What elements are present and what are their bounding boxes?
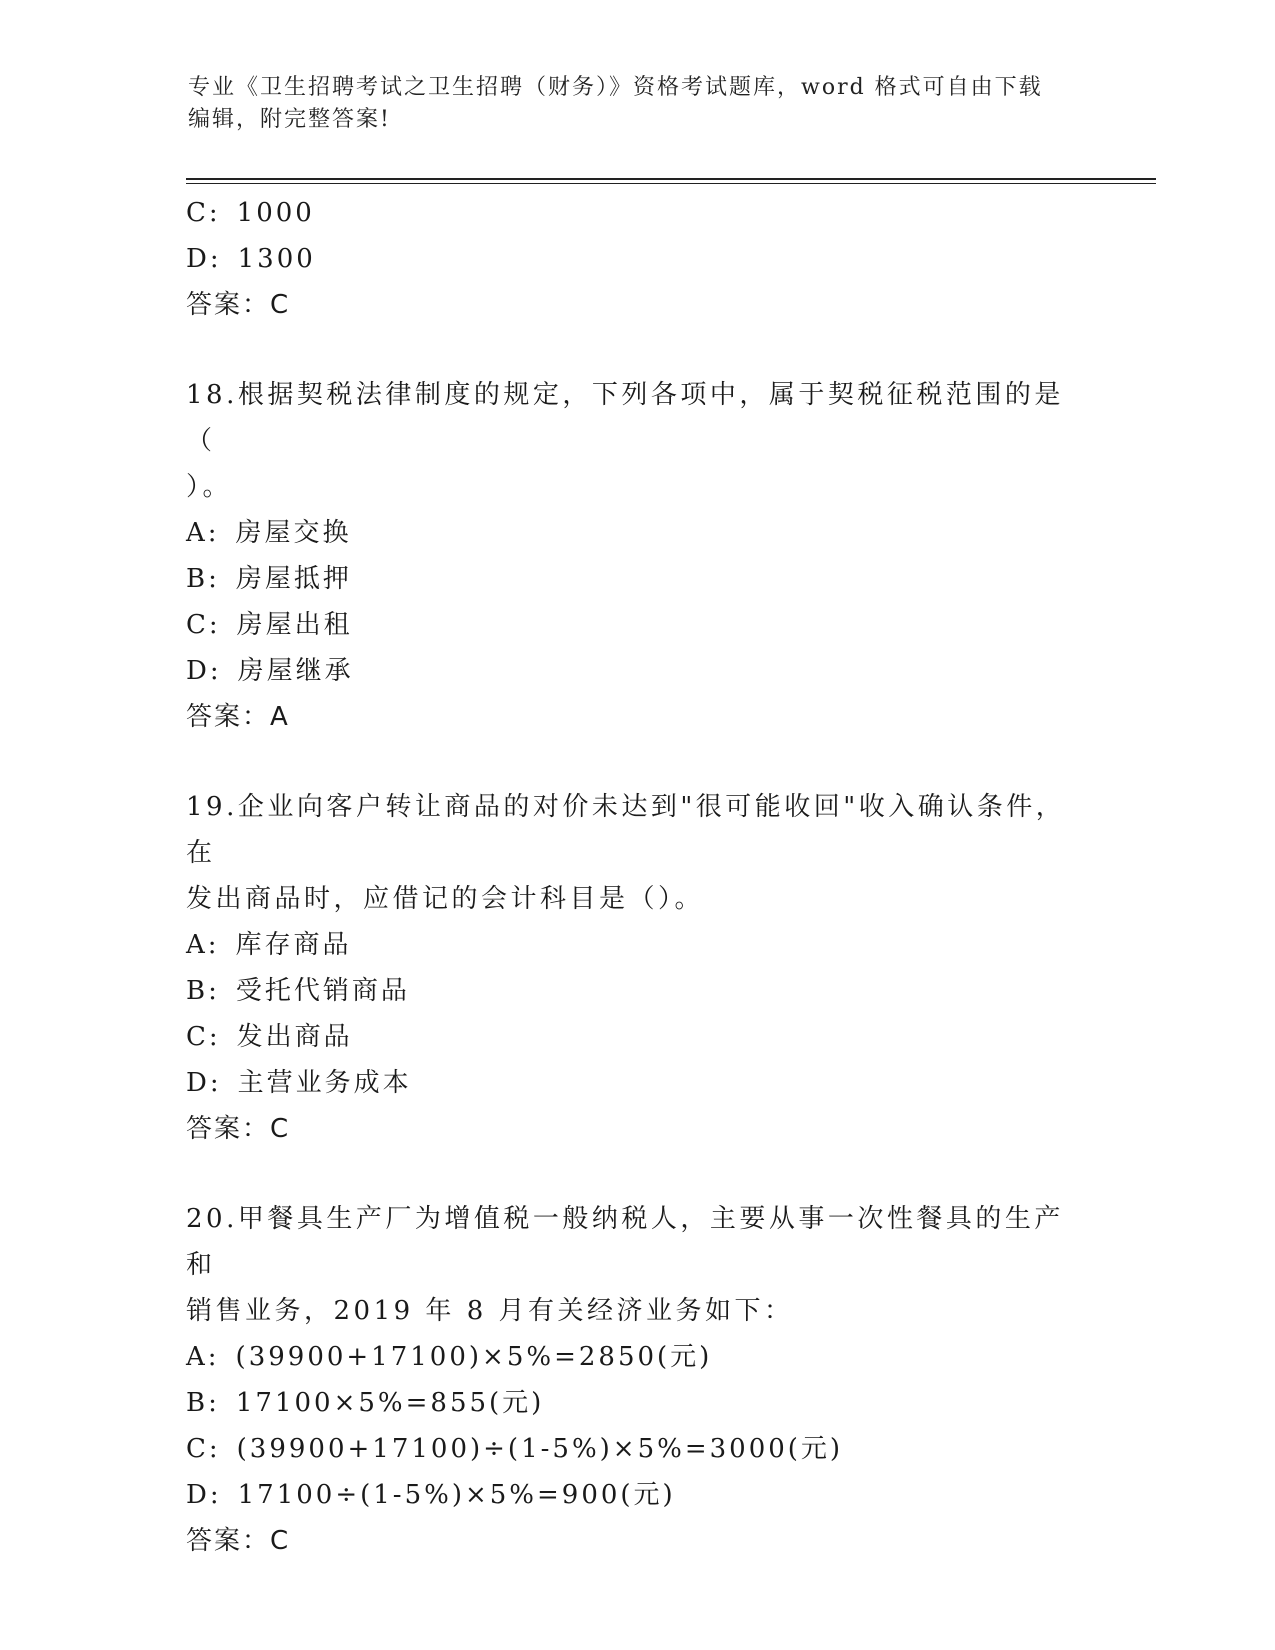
question-19-text-line-2: 发出商品时，应借记的会计科目是（）。	[186, 884, 705, 914]
answer-18: 答案：A	[186, 702, 290, 732]
header-title-line-2: 编辑，附完整答案!	[188, 107, 391, 132]
question-19-text-line-1: 19.企业向客户转让商品的对价未达到"很可能收回"收入确认条件，在	[186, 792, 1066, 868]
option-a: A: (39900+17100)×5%=2850(元)	[186, 1342, 713, 1372]
question-17-tail	[186, 190, 1086, 328]
option-d: D: 17100÷(1-5%)×5%=900(元)	[186, 1480, 676, 1510]
option-d: D: 1300	[186, 244, 316, 274]
option-c: C: 房屋出租	[186, 610, 353, 640]
option-d: D: 房屋继承	[186, 656, 354, 686]
option-b: B: 受托代销商品	[186, 976, 410, 1006]
answer-17: 答案：C	[186, 290, 291, 320]
question-19	[186, 784, 1086, 1152]
question-list	[186, 190, 1086, 1564]
question-18	[186, 372, 1086, 740]
option-c: C: 1000	[186, 198, 315, 228]
option-a: A: 房屋交换	[186, 518, 352, 548]
answer-20: 答案：C	[186, 1526, 291, 1556]
header-title-line-1: 专业《卫生招聘考试之卫生招聘（财务）》资格考试题库，word 格式可自由下载	[188, 75, 1043, 100]
option-a: A: 库存商品	[186, 930, 352, 960]
option-d: D: 主营业务成本	[186, 1068, 412, 1098]
document-header	[188, 72, 1088, 136]
option-b: B: 17100×5%=855(元)	[186, 1388, 545, 1418]
question-20-text-line-2: 销售业务，2019 年 8 月有关经济业务如下：	[186, 1296, 794, 1326]
question-20-text-line-1: 20.甲餐具生产厂为增值税一般纳税人，主要从事一次性餐具的生产和	[186, 1204, 1064, 1280]
option-b: B: 房屋抵押	[186, 564, 352, 594]
question-18-text-line-2: ）。	[186, 472, 233, 502]
option-c: C: 发出商品	[186, 1022, 353, 1052]
question-18-text-line-1: 18.根据契税法律制度的规定，下列各项中，属于契税征税范围的是（	[186, 380, 1064, 456]
answer-19: 答案：C	[186, 1114, 291, 1144]
header-divider	[186, 178, 1156, 184]
question-20	[186, 1196, 1086, 1564]
option-c: C: (39900+17100)÷(1-5%)×5%=3000(元)	[186, 1434, 844, 1464]
